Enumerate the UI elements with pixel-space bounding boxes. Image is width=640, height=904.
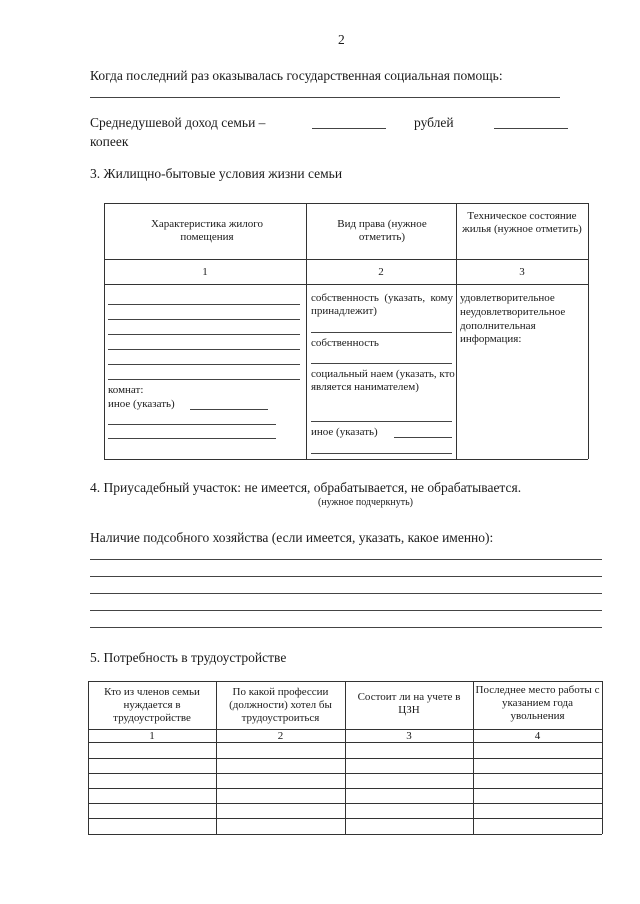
income-rub-label: рублей <box>414 115 454 130</box>
housing-c2-other-blank[interactable] <box>394 437 452 438</box>
subsidiary-blank[interactable] <box>90 559 602 560</box>
housing-own-blank[interactable] <box>311 332 452 333</box>
housing-social-blank[interactable] <box>311 421 452 422</box>
employment-colnum-3: 3 <box>406 730 412 742</box>
housing-c1-blank[interactable] <box>108 349 300 350</box>
housing-colnum-2: 2 <box>378 266 384 278</box>
housing-own-specify: собственность (указать, кому принадлежит) <box>311 292 453 317</box>
housing-header-1: Характеристика жилого помещения <box>150 218 264 243</box>
income-label: Среднедушевой доход семьи – <box>90 115 266 130</box>
employment-colnum-2: 2 <box>277 730 284 742</box>
subsidiary-blank[interactable] <box>90 576 602 577</box>
housing-c1-blank[interactable] <box>108 438 276 439</box>
housing-c1-blank[interactable] <box>108 304 300 305</box>
housing-state-1: удовлетворительное <box>460 292 555 304</box>
housing-rooms-label: комнат: <box>108 384 144 396</box>
housing-c1-blank[interactable] <box>108 319 300 320</box>
housing-social: социальный наем (указать, кто является нанимателем) <box>311 368 455 393</box>
housing-c2-other: иное (указать) <box>311 426 378 438</box>
housing-header-3: Техническое состояние жилья (нужное отметить) <box>462 210 582 235</box>
housing-other-label: иное (указать) <box>108 398 175 410</box>
housing-colnum-1: 1 <box>202 266 208 278</box>
housing-c1-blank[interactable] <box>108 424 276 425</box>
section4-title: 4. Приусадебный участок: не имеется, обрабатывается, не обрабатывается. <box>90 480 522 495</box>
housing-c1-blank[interactable] <box>108 334 300 335</box>
housing-header-2: Вид права (нужное отметить) <box>337 218 427 243</box>
last-help-label: Когда последний раз оказывалась государственная социальная помощь: <box>90 68 503 83</box>
housing-state-2: неудовлетворительное <box>460 306 566 318</box>
employment-header-2: По какой профессии (должности) хотел бы трудоустроиться <box>229 686 332 724</box>
housing-c2-blank[interactable] <box>311 453 452 454</box>
employment-header-3: Состоит ли на учете в ЦЗН <box>357 691 461 716</box>
housing-c1-blank[interactable] <box>108 364 300 365</box>
subsidiary-blank[interactable] <box>90 610 602 611</box>
housing-c1-blank[interactable] <box>108 379 300 380</box>
last-help-blank[interactable] <box>90 97 560 98</box>
section4-note: (нужное подчеркнуть) <box>318 497 413 508</box>
employment-header-4: Последнее место работы с указанием года увольнения <box>475 684 600 722</box>
employment-colnum-1: 1 <box>149 730 155 742</box>
section5-title: 5. Потребность в трудоустройстве <box>90 650 287 665</box>
subsidiary-blank[interactable] <box>90 627 602 628</box>
employment-header-1: Кто из членов семьи нуждается в трудоустройстве <box>104 686 200 724</box>
subsidiary-blank[interactable] <box>90 593 602 594</box>
income-rub-blank[interactable] <box>312 128 386 129</box>
housing-own: собственность <box>311 337 379 349</box>
income-kop-blank[interactable] <box>494 128 568 129</box>
housing-colnum-3: 3 <box>519 266 525 278</box>
income-kop-label: копеек <box>90 134 129 149</box>
section3-title: 3. Жилищно-бытовые условия жизни семьи <box>90 166 343 181</box>
housing-own2-blank[interactable] <box>311 363 452 364</box>
housing-other-blank[interactable] <box>190 409 268 410</box>
employment-colnum-4: 4 <box>534 730 541 742</box>
subsidiary-label: Наличие подсобного хозяйства (если имеется, указать, какое именно): <box>90 530 494 545</box>
page-number: 2 <box>338 32 345 47</box>
housing-state-3: дополнительная информация: <box>460 320 536 345</box>
